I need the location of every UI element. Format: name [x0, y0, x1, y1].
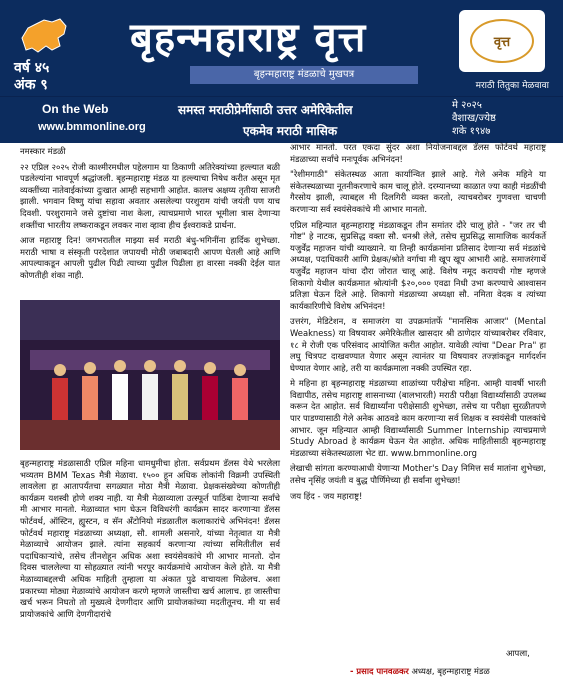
logo-text: वृत्त [493, 35, 511, 50]
newsletter-subtitle: बृहन्महाराष्ट्र मंडळाचे मुखपत्र [190, 66, 418, 84]
logo-caption: मराठी तितुका मेळवावा [475, 81, 549, 91]
right-paragraph-3: एप्रिल महिन्यात बृहन्महाराष्ट्र मंडळाकडून तीन समांतर दौरे चालू होते - "जर तर ची गोष्ट" हे नाटक, सुप्रसिद्ध वक्ता सौ. धनश्री लेले, तसेच सुप्रसिद्ध सामाजिक कार्यकर्ते यजुर्वेंद्र महाजन यांची व्याख्याने. या तिन्ही कार्यक्रमांना प्रतिसाद देणाऱ्या सर्व मंडळांचे अध्यक्ष, पदाधिकारी आणि प्रेक्षक/श्रोते वर्गाचा मी खूप खूप आभारी आहे. समाजरंगार्थे यजुर्वेंद्र महाजन यांचा दौरा जोरात चालू आहे. विशेष नमूद करायची गोष्ट म्हणजे शिकागो येथील कार्यक्रमात श्रोत्यांनी $२०,००० एवढा निधी उभा करण्याचे आश्वासन प्रतिज्ञा घेऊन दिले आहे. शिकागो मंडळाच्या अध्यक्षा सौ. नमिता वेदक व त्यांच्या कार्यकारिणीचे विशेष अभिनंदन! [290, 219, 546, 311]
issue-info [14, 60, 80, 94]
left-paragraph-3: बृहन्महाराष्ट्र मंडळासाठी एप्रिल महिना धामधुमीचा होता. सर्वप्रथम डॅलस येथे भरलेला भव्यतम BMM Texas मैत्री मेळावा. १५०० हून अधिक लोकांनी विक्रमी उपस्थिती लावलेला हा आतापर्यंतचा सगळ्यात मोठा मैत्री मेळावा. प्रेक्षकसंख्येच्या कोणतीही कार्यक्रम यशस्वी होणे शक्य नाही. या मैत्री मेळाव्याला उत्स्फूर्त पाठिंबा देणाऱ्या सर्वांचे मी आभार मानतो. मेळाव्यात भाग घेऊन विविधरंगी कार्यक्रम सादर करणाऱ्या डॅलस फोर्टवर्थ, ऑस्टिन, ह्युस्टन, व सॅन अँटोनियो मंडळातील कलाकारांचे अभिनंदन! डॅलस फोर्टवर्थ महाराष्ट्र मंडळाच्या अध्यक्षा, सौ. शामली असनारे, यांच्या नेतृत्वात या मैत्री मेळाव्याचे आयोजन झाले. त्यांना सहकार्य करणाऱ्या त्यांच्या समितीतील सर्व पदाधिकाऱ्यांचे, तसेच तीनशेहून अधिक अशा स्वयंसेवकांचे मी आभार मानतो. दोन दिवस चाललेल्या या सोहळ्यात त्यांनी भरपूर कार्यक्रमांचे आयोजन केले होते. या मैत्री मेळाव्याबद्दलची अधिक माहिती तुम्हाला या अंकात पुढे वाचायला मिळेलच. अशा प्रकारच्या मोठ्या मेळाव्यांचे आयोजन करणे म्हणजे जास्तीचा खर्च आलाच. हा जास्तीचा खर्च भरून निघतो तो मुख्यत्वे देणगीदार आणि प्रायोजकांच्या मदतीतूनच. मी या सर्व प्रायोजकांचे आणि देणगीदारांचे [20, 458, 280, 619]
left-paragraph-2: आज महाराष्ट्र दिन! जगभरातील माझ्या सर्व मराठी बंधु-भगिनींना हार्दिक शुभेच्छा. मराठी भाषा व संस्कृती परदेशात जपायची मोठी जबाबदारी आपण घेतली आहे आणि आपल्याकडून आपली पुढील पिढी त्याच्या पुढील पिढीला हा वारसा नक्की देईल यात कोणतीही शंका नाही. [20, 235, 280, 280]
right-paragraph-5: मे महिना हा बृहन्महाराष्ट्र मंडळाच्या शाळांच्या परीक्षेचा महिना. आम्ही यावर्षी भारती विद्यापीठ, तसेच महाराष्ट्र शासनाच्या (बालभारती) मराठी परीक्षा विद्यार्थ्यांसाठी उपलब्ध करून देत आहोत. सर्व विद्यार्थ्यांना परीक्षेसाठी शुभेच्छा, तसेच या परीक्षा सुरळीतपणे पार पाडण्यासाठी गेले अनेक आठवडे काम करणाऱ्या सर्व शिक्षक व स्वयंसेवी पालकांचे आभार. जून महिन्यात आम्ही विद्यार्थ्यांसाठी Summer Internship त्याचप्रमाणे Study Abroad हे कार्यक्रम घेऊन येत आहोत. अधिक माहितीसाठी बृहन्महाराष्ट्र मंडळाच्या संकेतस्थळाला भेट द्या. www.bmmonline.org [290, 378, 546, 458]
date-marathi-month: वैशाख/ज्येष्ठ [452, 113, 496, 124]
date-shake: शके १९४७ [452, 126, 491, 137]
vrutta-logo [459, 10, 545, 72]
issue-number: अंक ९ [14, 77, 48, 93]
closing-line: जय हिंद - जय महाराष्ट्र! [290, 490, 363, 501]
web-label: On the Web [42, 102, 109, 116]
signature [350, 666, 490, 677]
right-paragraph-4: उत्तरंग, मेडिटेशन, व समाजरंग या उपक्रमांतर्फे "मानसिक आजार" (Mental Weakness) या विषयावर अमेरिकेतील खासदार श्री ठाणेदार यांच्याबरोबर रविवार, १८ मे रोजी एक परिसंवाद आयोजित करीत आहोत. यावेळी त्यांचा "Dear Pra" हा लघु चित्रपट दाखवण्यात येणार असून त्यानंतर या विषयावर तज्ज्ञांकडून मार्गदर्शन घेण्यात येणार आहे, तरी या कार्यक्रमाला नक्की उपस्थित रहा. [290, 316, 546, 373]
event-photo [20, 300, 280, 450]
issue-year: वर्ष ४५ [14, 60, 50, 76]
website-link[interactable]: www.bmmonline.org [38, 121, 146, 133]
signature-role: अध्यक्ष, बृहन्महाराष्ट्र मंडळ [408, 666, 490, 676]
left-column-bottom [20, 458, 280, 624]
issue-dates [452, 99, 496, 138]
signature-name: - प्रसाद पानवळकर [350, 666, 409, 676]
right-paragraph-2: "रेशीमगाठी" संकेतस्थळ आता कार्यान्वित झाले आहे. गेले अनेक महिने या संकेतस्थळाच्या नूतनीकरणाचे काम चालू होते. दरम्यानच्या काळात ज्या काही मंडळींची गैरसोय झाली, त्याबद्दल मी दिलगिरी व्यक्त करतो, त्याचबरोबर गुणवत्ता चाचणी करणाऱ्या सर्व स्वयंसेवकांचे मी आभार मानतो. [290, 169, 546, 214]
left-paragraph-1: २२ एप्रिल २०२५ रोजी काश्मीरमधील पहेलगाम या ठिकाणी अतिरेक्यांच्या हल्ल्यात बळी पडलेल्यांना भावपूर्ण श्रद्धांजली. बृहन्महाराष्ट्र मंडळ या हल्ल्याचा निषेध करीत असून मृत व्यक्तींच्या नातेवाईकांच्या दुःखात आम्ही सहभागी आहोत. कालच अक्षय्य तृतीया साजरी झाली. भगवान विष्णु यांचा सहावा अवतार असलेल्या परशुराम यांची जयंती पण याच दिवशी. परशुरामाने जसे दुष्टांचा नाश केला, त्याचप्रमाणे भारत भूमीला त्रास देणाऱ्या शक्तींचा भारतीय लष्कराकडून लवकर नाश व्हावा हीच ईश्वराकडे प्रार्थना. [20, 161, 280, 230]
right-paragraph-6: लेखाची सांगता करण्याआधी येणाऱ्या Mother's Day निमित्त सर्व मातांना शुभेच्छा, तसेच नृसिंह जयंती व बुद्ध पौर्णिमेच्या ही सर्वांना शुभेच्छा! [290, 463, 546, 486]
tagline-line2: एकमेव मराठी मासिक [243, 124, 338, 138]
regards: आपला, [506, 648, 530, 658]
left-column-top [20, 146, 280, 286]
newsletter-title: बृहन्महाराष्ट्र वृत्त [130, 14, 367, 61]
right-column [290, 142, 546, 506]
salutation: नमस्कार मंडळी [20, 146, 66, 156]
right-paragraph-1: आभार मानतो. परत एकदा सुंदर अशा नियोजनाबद्दल डॅलस फोर्टवर्थ महाराष्ट्र मंडळाच्या सर्वांचे मनःपूर्वक अभिनंदन! [290, 142, 546, 164]
tagline-line1: समस्त मराठीप्रेमींसाठी उत्तर अमेरिकेतील [178, 103, 353, 117]
logo-ring [470, 19, 534, 63]
date-month: मे २०२५ [452, 100, 482, 111]
maharashtra-map-icon [18, 16, 70, 56]
